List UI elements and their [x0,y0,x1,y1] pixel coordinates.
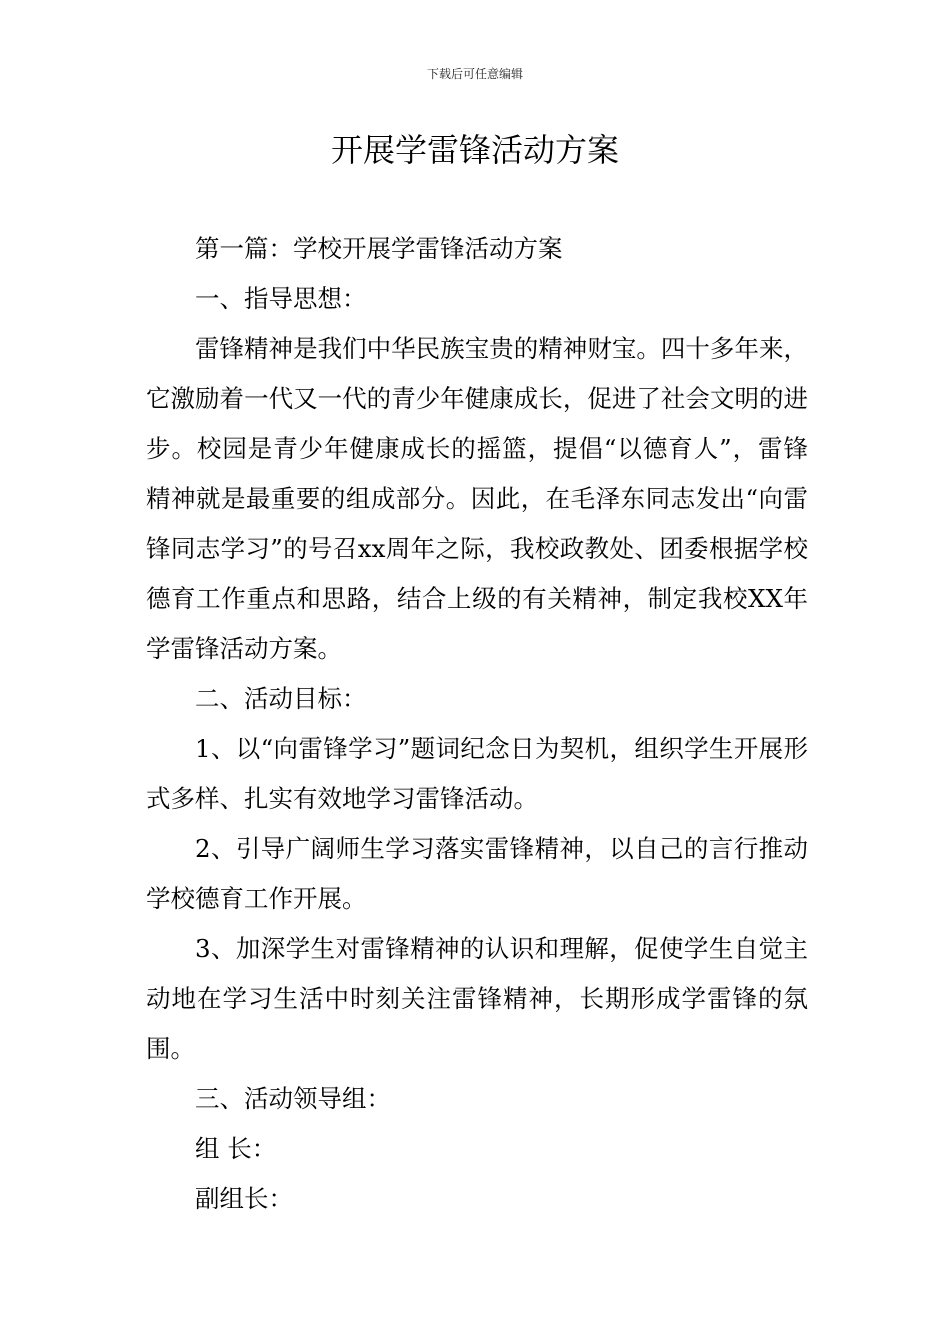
heading-guiding-ideology: 一、指导思想： [195,284,367,313]
document-body [146,224,808,1224]
deputy-leader-line: 副组长： [195,1184,293,1213]
goal-item-3: 3、加深学生对雷锋精神的认识和理解，促使学生自觉主动地在学习生活中时刻关注雷锋精神，长期形成学雷锋的氛围。 [146,934,808,1063]
goal-item-2: 2、引导广阔师生学习落实雷锋精神，以自己的言行推动学校德育工作开展。 [146,834,808,913]
paragraph-guiding-ideology: 雷锋精神是我们中华民族宝贵的精神财宝。四十多年来，它激励着一代又一代的青少年健康成长，促进了社会文明的进步。校园是青少年健康成长的摇篮，提倡“以德育人”，雷锋精神就是最重要的组成部分。因此，在毛泽东同志发出“向雷锋同志学习”的号召xx周年之际，我校政教处、团委根据学校德育工作重点和思路，结合上级的有关精神，制定我校XX年学雷锋活动方案。 [146,334,808,663]
heading-leadership-group: 三、活动领导组： [195,1084,391,1113]
leader-line: 组 长： [195,1134,277,1163]
goal-item-1: 1、以“向雷锋学习”题词纪念日为契机，组织学生开展形式多样、扎实有效地学习雷锋活动。 [146,734,808,813]
page-header-note: 下载后可任意编辑 [426,67,523,81]
heading-activity-goals: 二、活动目标： [195,684,367,713]
section-heading-part-one: 第一篇：学校开展学雷锋活动方案 [195,234,563,263]
document-title: 开展学雷锋活动方案 [330,131,619,169]
